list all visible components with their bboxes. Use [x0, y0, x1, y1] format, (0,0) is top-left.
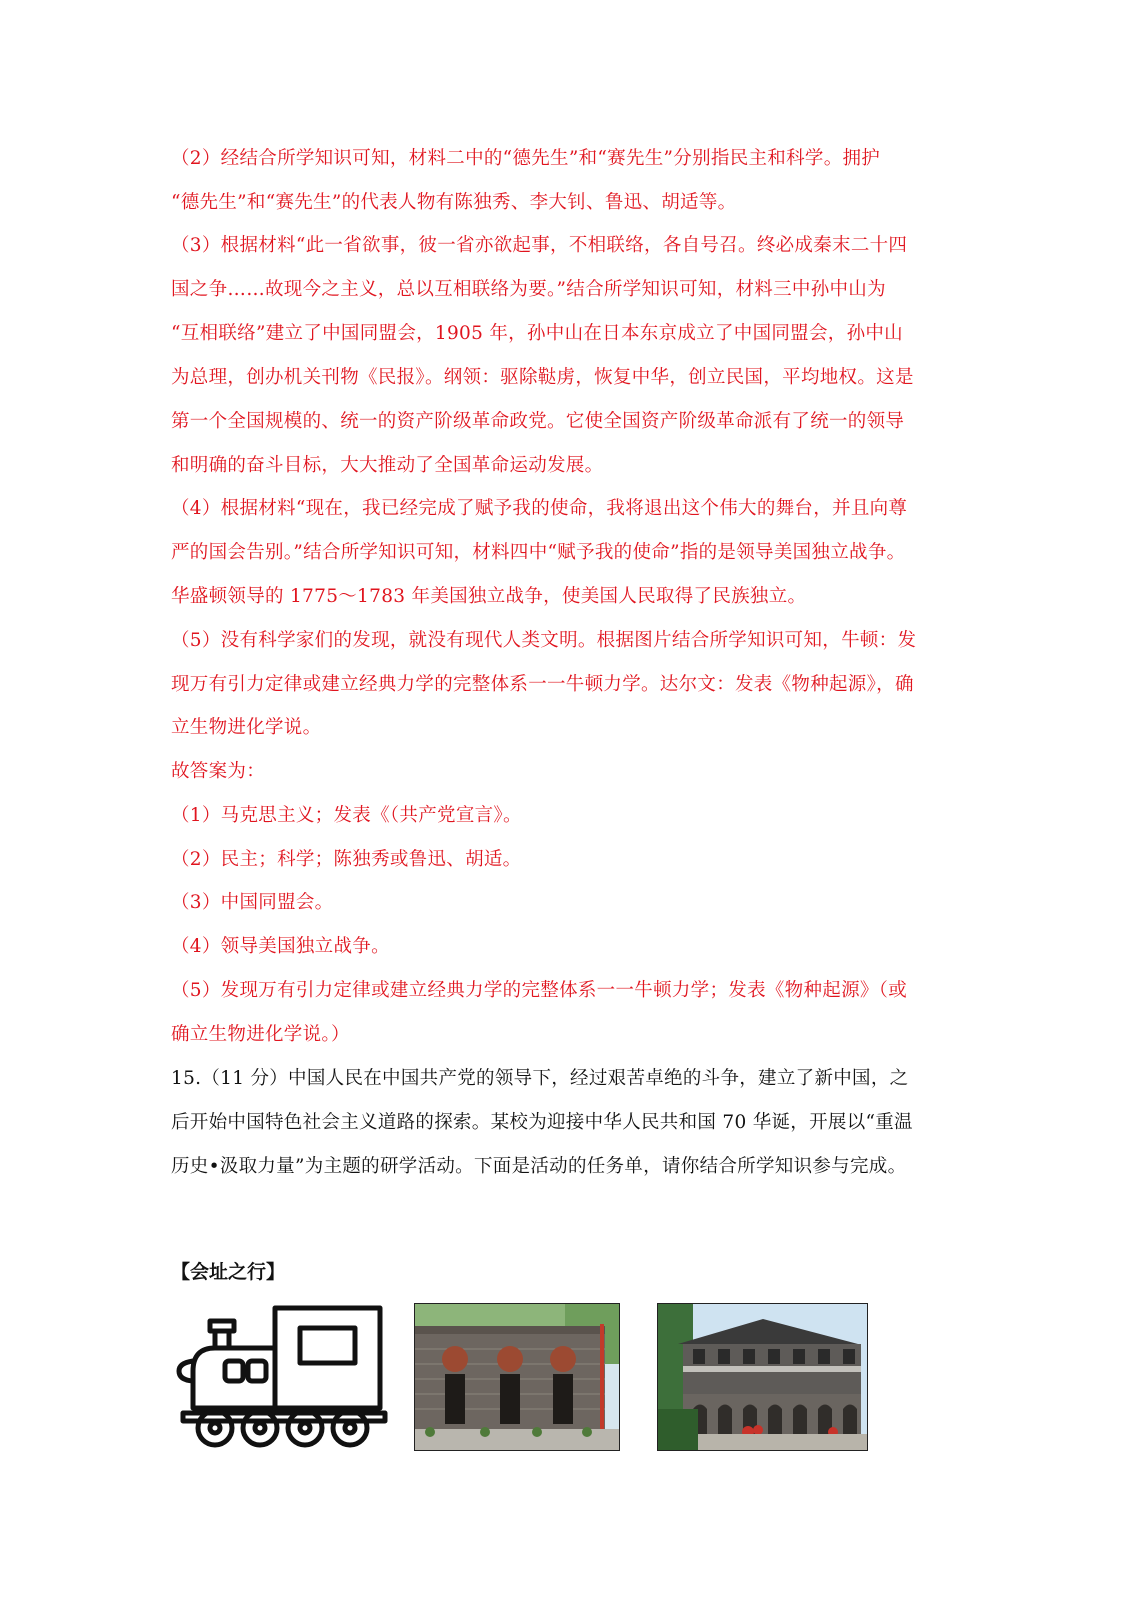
- locomotive-illustration: [175, 1303, 390, 1453]
- answer-line: （3）根据材料“此一省欲事，彼一省亦欲起事，不相联络，各自号召。终必成秦末二十四: [171, 235, 908, 256]
- building-photo-2: [657, 1303, 868, 1451]
- answer-line: “德先生”和“赛先生”的代表人物有陈独秀、李大钊、鲁迅、胡适等。: [171, 192, 737, 213]
- question-line: 后开始中国特色社会主义道路的探索。某校为迎接中华人民共和国 70 华诞，开展以“重温: [171, 1112, 913, 1133]
- answer-line: 国之争……故现今之主义，总以互相联络为要。”结合所学知识可知，材料三中孙中山为: [171, 279, 886, 300]
- answer-line: 确立生物进化学说。）: [171, 1024, 350, 1045]
- question-line: 历史•汲取力量”为主题的研学活动。下面是活动的任务单，请你结合所学知识参与完成。: [171, 1156, 907, 1177]
- answer-line: （3）中国同盟会。: [171, 892, 334, 913]
- answer-line: 现万有引力定律或建立经典力学的完整体系一一牛顿力学。达尔文：发表《物种起源》，确: [171, 674, 914, 695]
- answer-line: （2）经结合所学知识可知，材料二中的“德先生”和“赛先生”分别指民主和科学。拥护: [171, 148, 881, 169]
- answer-line: 严的国会告别。”结合所学知识可知，材料四中“赋予我的使命”指的是领导美国独立战争。: [171, 542, 906, 563]
- question-line: 15.（11 分）中国人民在中国共产党的领导下，经过艰苦卓绝的斗争，建立了新中国，之: [171, 1068, 909, 1089]
- answer-line: “互相联络”建立了中国同盟会，1905 年，孙中山在日本东京成立了中国同盟会，孙中山: [171, 323, 903, 344]
- answer-line: 华盛顿领导的 1775～1783 年美国独立战争，使美国人民取得了民族独立。: [171, 586, 807, 607]
- answer-line: （2）民主；科学；陈独秀或鲁迅、胡适。: [171, 849, 522, 870]
- building-photo-1: [414, 1303, 620, 1451]
- answer-line: （5）发现万有引力定律或建立经典力学的完整体系一一牛顿力学；发表《物种起源》（或: [171, 980, 908, 1001]
- answer-line: （4）根据材料“现在，我已经完成了赋予我的使命，我将退出这个伟大的舞台，并且向尊: [171, 498, 908, 519]
- answer-line: 立生物进化学说。: [171, 717, 322, 738]
- answer-line: （5）没有科学家们的发现，就没有现代人类文明。根据图片结合所学知识可知，牛顿：发: [171, 630, 917, 651]
- section-heading: 【会址之行】: [171, 1261, 286, 1283]
- answer-line: 第一个全国规模的、统一的资产阶级革命政党。它使全国资产阶级革命派有了统一的领导: [171, 411, 905, 432]
- answer-line: 故答案为：: [171, 761, 266, 782]
- answer-line: （4）领导美国独立战争。: [171, 936, 390, 957]
- answer-line: 为总理，创办机关刊物《民报》。纲领：驱除鞑虏，恢复中华，创立民国，平均地权。这是: [171, 367, 914, 388]
- answer-line: （1）马克思主义；发表《（共产党宣言》。: [171, 805, 522, 826]
- answer-line: 和明确的奋斗目标，大大推动了全国革命运动发展。: [171, 455, 604, 476]
